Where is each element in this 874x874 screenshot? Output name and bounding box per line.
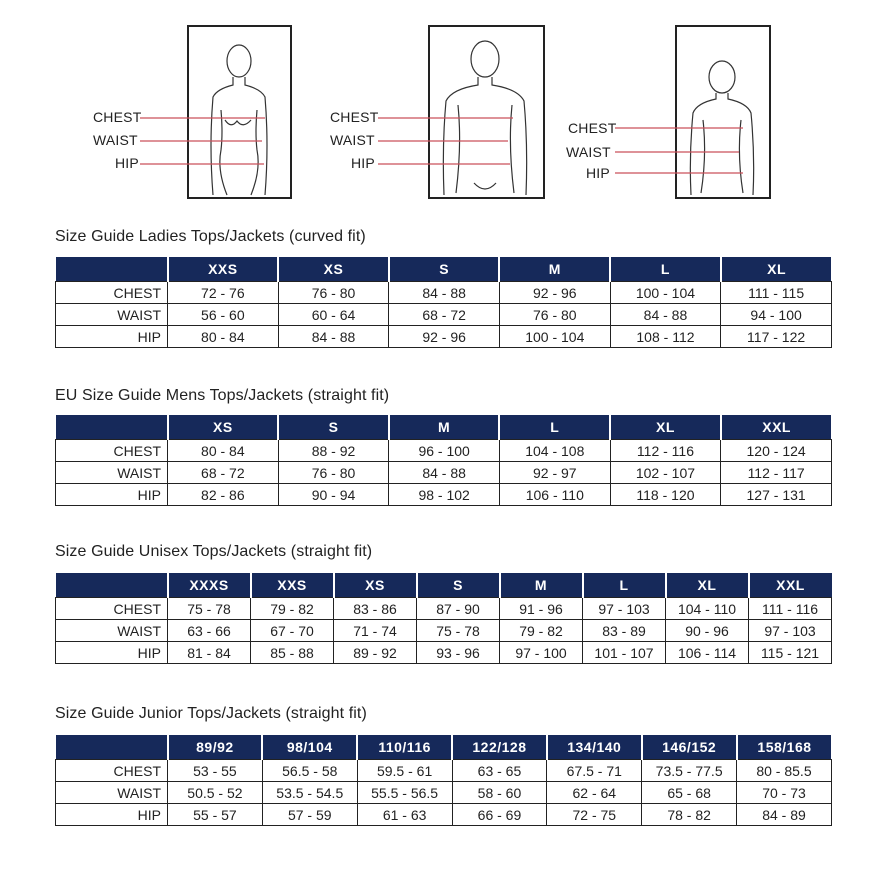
header-blank-cell bbox=[56, 735, 168, 760]
size-header-cell: XXS bbox=[168, 257, 279, 282]
measurement-cell: 88 - 92 bbox=[278, 440, 389, 462]
measurement-cell: 55.5 - 56.5 bbox=[357, 782, 452, 804]
size-header-cell: 110/116 bbox=[357, 735, 452, 760]
figure-label-waist: WAIST bbox=[330, 132, 375, 148]
row-label-cell: HIP bbox=[56, 804, 168, 826]
measurement-cell: 68 - 72 bbox=[389, 304, 500, 326]
measurement-cell: 83 - 86 bbox=[334, 598, 417, 620]
measurement-cell: 97 - 103 bbox=[749, 620, 832, 642]
size-header-cell: XS bbox=[168, 415, 279, 440]
measurement-cell: 92 - 96 bbox=[389, 326, 500, 348]
measure-lines bbox=[140, 110, 265, 170]
measurement-cell: 80 - 85.5 bbox=[737, 760, 832, 782]
size-header-cell: L bbox=[499, 415, 610, 440]
section-title: Size Guide Ladies Tops/Jackets (curved fit) bbox=[55, 228, 366, 245]
row-label-cell: WAIST bbox=[56, 782, 168, 804]
measurement-cell: 72 - 76 bbox=[168, 282, 279, 304]
size-header-cell: XL bbox=[721, 257, 832, 282]
header-row bbox=[56, 573, 832, 598]
size-table-unisex bbox=[55, 573, 832, 664]
measurement-cell: 106 - 114 bbox=[666, 642, 749, 664]
table-row bbox=[56, 598, 832, 620]
table-row bbox=[56, 642, 832, 664]
size-header-cell: XS bbox=[334, 573, 417, 598]
measurement-cell: 87 - 90 bbox=[417, 598, 500, 620]
header-row bbox=[56, 735, 832, 760]
measurement-cell: 82 - 86 bbox=[168, 484, 279, 506]
size-header-cell: M bbox=[499, 257, 610, 282]
row-label-cell: CHEST bbox=[56, 282, 168, 304]
measurement-cell: 96 - 100 bbox=[389, 440, 500, 462]
header-blank-cell bbox=[56, 257, 168, 282]
measure-lines bbox=[615, 120, 745, 182]
measurement-cell: 100 - 104 bbox=[610, 282, 721, 304]
measurement-cell: 79 - 82 bbox=[500, 620, 583, 642]
size-table-mens bbox=[55, 415, 832, 506]
size-header-cell: XS bbox=[278, 257, 389, 282]
measurement-cell: 53.5 - 54.5 bbox=[262, 782, 357, 804]
measurement-cell: 111 - 116 bbox=[749, 598, 832, 620]
row-label-cell: WAIST bbox=[56, 620, 168, 642]
measurement-cell: 70 - 73 bbox=[737, 782, 832, 804]
measurement-cell: 84 - 88 bbox=[389, 282, 500, 304]
row-label-cell: CHEST bbox=[56, 760, 168, 782]
measurement-cell: 65 - 68 bbox=[642, 782, 737, 804]
measurement-cell: 62 - 64 bbox=[547, 782, 642, 804]
row-label-cell: HIP bbox=[56, 326, 168, 348]
figure-label-waist: WAIST bbox=[566, 144, 611, 160]
measurement-cell: 84 - 89 bbox=[737, 804, 832, 826]
size-header-cell: 134/140 bbox=[547, 735, 642, 760]
figure-label-waist: WAIST bbox=[93, 132, 138, 148]
figure-label-chest: CHEST bbox=[330, 109, 379, 125]
measurement-cell: 100 - 104 bbox=[499, 326, 610, 348]
header-row bbox=[56, 415, 832, 440]
measurement-cell: 85 - 88 bbox=[251, 642, 334, 664]
figure-label-hip: HIP bbox=[115, 155, 139, 171]
size-header-cell: XXS bbox=[251, 573, 334, 598]
measurement-cell: 89 - 92 bbox=[334, 642, 417, 664]
measurement-cell: 101 - 107 bbox=[583, 642, 666, 664]
measurement-cell: 72 - 75 bbox=[547, 804, 642, 826]
size-header-cell: S bbox=[389, 257, 500, 282]
header-row bbox=[56, 257, 832, 282]
size-header-cell: XL bbox=[610, 415, 721, 440]
measurement-cell: 71 - 74 bbox=[334, 620, 417, 642]
measurement-cell: 50.5 - 52 bbox=[168, 782, 263, 804]
size-header-cell: 158/168 bbox=[737, 735, 832, 760]
measurement-cell: 76 - 80 bbox=[499, 304, 610, 326]
measurement-cell: 84 - 88 bbox=[278, 326, 389, 348]
measurement-cell: 127 - 131 bbox=[721, 484, 832, 506]
measurement-cell: 56 - 60 bbox=[168, 304, 279, 326]
table-row bbox=[56, 484, 832, 506]
measurement-cell: 93 - 96 bbox=[417, 642, 500, 664]
measurement-cell: 80 - 84 bbox=[168, 440, 279, 462]
figure-label-chest: CHEST bbox=[93, 109, 142, 125]
measurement-cell: 104 - 108 bbox=[499, 440, 610, 462]
size-header-cell: XXXS bbox=[168, 573, 251, 598]
figure-label-chest: CHEST bbox=[568, 120, 617, 136]
size-header-cell: S bbox=[417, 573, 500, 598]
size-header-cell: 98/104 bbox=[262, 735, 357, 760]
size-header-cell: M bbox=[500, 573, 583, 598]
measurement-cell: 75 - 78 bbox=[417, 620, 500, 642]
size-header-cell: L bbox=[610, 257, 721, 282]
measurement-cell: 78 - 82 bbox=[642, 804, 737, 826]
measurement-cell: 104 - 110 bbox=[666, 598, 749, 620]
measurement-cell: 56.5 - 58 bbox=[262, 760, 357, 782]
measurement-cell: 112 - 117 bbox=[721, 462, 832, 484]
measurement-cell: 58 - 60 bbox=[452, 782, 547, 804]
measurement-cell: 81 - 84 bbox=[168, 642, 251, 664]
measurement-cell: 73.5 - 77.5 bbox=[642, 760, 737, 782]
section-title: Size Guide Junior Tops/Jackets (straight fit) bbox=[55, 705, 367, 722]
table-row bbox=[56, 282, 832, 304]
measurement-cell: 97 - 100 bbox=[500, 642, 583, 664]
measurement-cell: 63 - 65 bbox=[452, 760, 547, 782]
table-row bbox=[56, 620, 832, 642]
table-row bbox=[56, 326, 832, 348]
measurement-cell: 108 - 112 bbox=[610, 326, 721, 348]
size-header-cell: XXL bbox=[721, 415, 832, 440]
row-label-cell: CHEST bbox=[56, 598, 168, 620]
header-blank-cell bbox=[56, 573, 168, 598]
measurement-cell: 60 - 64 bbox=[278, 304, 389, 326]
measurement-cell: 76 - 80 bbox=[278, 282, 389, 304]
figure-label-hip: HIP bbox=[586, 165, 610, 181]
measurement-cell: 92 - 96 bbox=[499, 282, 610, 304]
measurement-cell: 67 - 70 bbox=[251, 620, 334, 642]
measurement-cell: 91 - 96 bbox=[500, 598, 583, 620]
size-header-cell: 122/128 bbox=[452, 735, 547, 760]
table-row bbox=[56, 462, 832, 484]
measurement-cell: 102 - 107 bbox=[610, 462, 721, 484]
table-row bbox=[56, 304, 832, 326]
measurement-cell: 90 - 96 bbox=[666, 620, 749, 642]
measurement-cell: 92 - 97 bbox=[499, 462, 610, 484]
section-title: EU Size Guide Mens Tops/Jackets (straight fit) bbox=[55, 387, 390, 404]
measurement-cell: 53 - 55 bbox=[168, 760, 263, 782]
row-label-cell: HIP bbox=[56, 642, 168, 664]
row-label-cell: HIP bbox=[56, 484, 168, 506]
measurement-cell: 61 - 63 bbox=[357, 804, 452, 826]
measurement-cell: 112 - 116 bbox=[610, 440, 721, 462]
measurement-cell: 55 - 57 bbox=[168, 804, 263, 826]
size-header-cell: 146/152 bbox=[642, 735, 737, 760]
figure-label-hip: HIP bbox=[351, 155, 375, 171]
measurement-cell: 117 - 122 bbox=[721, 326, 832, 348]
measurement-cell: 59.5 - 61 bbox=[357, 760, 452, 782]
measurement-cell: 67.5 - 71 bbox=[547, 760, 642, 782]
measurement-cell: 63 - 66 bbox=[168, 620, 251, 642]
measurement-cell: 80 - 84 bbox=[168, 326, 279, 348]
size-table-ladies bbox=[55, 257, 832, 348]
size-table-junior bbox=[55, 735, 832, 826]
table-row bbox=[56, 760, 832, 782]
size-header-cell: L bbox=[583, 573, 666, 598]
measurement-cell: 66 - 69 bbox=[452, 804, 547, 826]
measurement-cell: 94 - 100 bbox=[721, 304, 832, 326]
measurement-cell: 83 - 89 bbox=[583, 620, 666, 642]
measure-lines bbox=[378, 110, 513, 170]
size-header-cell: S bbox=[278, 415, 389, 440]
size-header-cell: M bbox=[389, 415, 500, 440]
size-header-cell: 89/92 bbox=[168, 735, 263, 760]
table-row bbox=[56, 440, 832, 462]
measurement-cell: 79 - 82 bbox=[251, 598, 334, 620]
measurement-cell: 76 - 80 bbox=[278, 462, 389, 484]
table-row bbox=[56, 804, 832, 826]
measurement-cell: 90 - 94 bbox=[278, 484, 389, 506]
measurement-cell: 115 - 121 bbox=[749, 642, 832, 664]
size-header-cell: XXL bbox=[749, 573, 832, 598]
measurement-cell: 98 - 102 bbox=[389, 484, 500, 506]
header-blank-cell bbox=[56, 415, 168, 440]
measurement-cell: 118 - 120 bbox=[610, 484, 721, 506]
row-label-cell: CHEST bbox=[56, 440, 168, 462]
measurement-cell: 111 - 115 bbox=[721, 282, 832, 304]
size-header-cell: XL bbox=[666, 573, 749, 598]
measurement-cell: 120 - 124 bbox=[721, 440, 832, 462]
section-title: Size Guide Unisex Tops/Jackets (straight fit) bbox=[55, 543, 373, 560]
measurement-cell: 97 - 103 bbox=[583, 598, 666, 620]
measurement-cell: 68 - 72 bbox=[168, 462, 279, 484]
measurement-cell: 84 - 88 bbox=[389, 462, 500, 484]
row-label-cell: WAIST bbox=[56, 462, 168, 484]
measurement-cell: 57 - 59 bbox=[262, 804, 357, 826]
measurement-cell: 75 - 78 bbox=[168, 598, 251, 620]
table-row bbox=[56, 782, 832, 804]
measurement-cell: 84 - 88 bbox=[610, 304, 721, 326]
measurement-cell: 106 - 110 bbox=[499, 484, 610, 506]
row-label-cell: WAIST bbox=[56, 304, 168, 326]
